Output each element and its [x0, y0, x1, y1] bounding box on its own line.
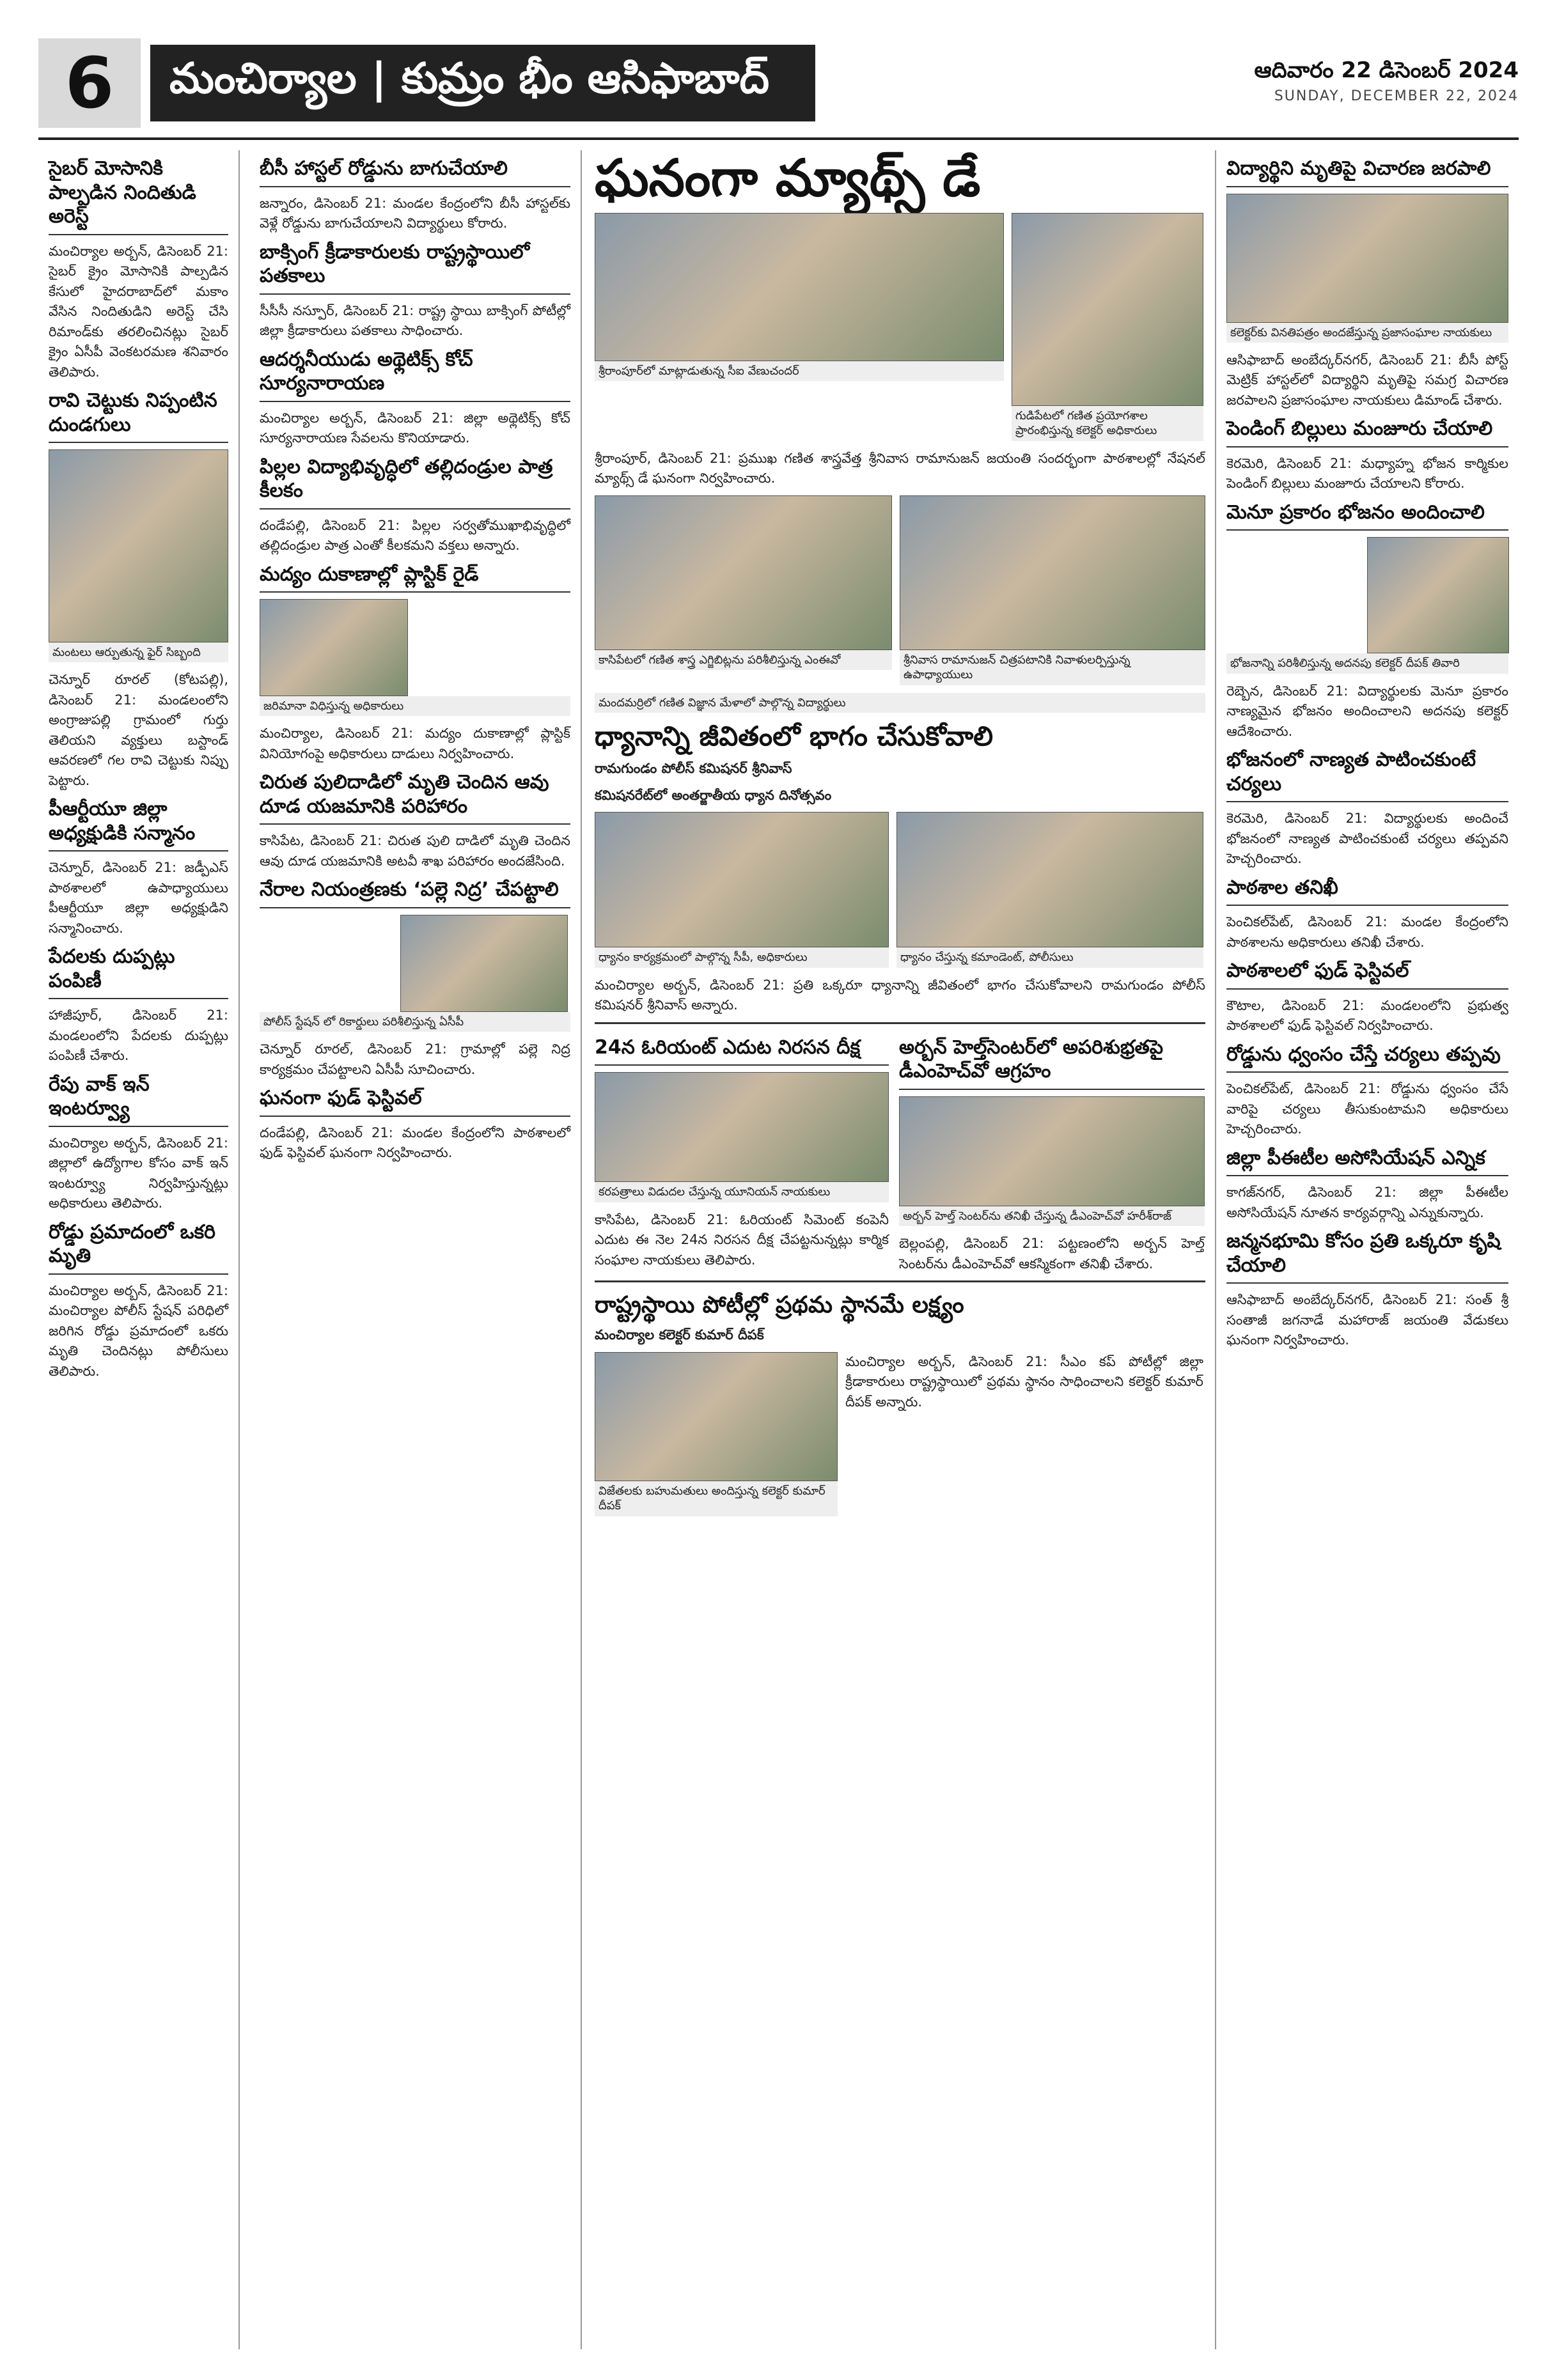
- article-text: శ్రీరాంపూర్, డిసెంబర్ 21: ప్రముఖ గణిత శాస్త్రవేత్త శ్రీనివాస రామానుజన్ జయంతి సందర్భంగా పాఠశాలల్లో నేషనల్ మ్యాథ్స్ డే ఘనంగా నిర్వహించారు.: [595, 450, 1205, 486]
- subheading: కమిషనరేట్‌లో అంతర్జాతీయ ధ్యాన దినోత్సవం: [595, 787, 832, 803]
- photo-caption: పోలీస్ స్టేషన్ లో రికార్డులు పరిశీలిస్తున్న ఏసీపీ: [260, 1012, 570, 1032]
- center-block: [595, 150, 1205, 2349]
- photo-caption: ధ్యానం చేస్తున్న కమాండెంట్, పోలీసులు: [896, 947, 1203, 967]
- headline: చిరుత పులిదాడిలో మృతి చెందిన ఆవు దూడ యజమానికి పరిహారం: [260, 770, 570, 825]
- article-text: రెబ్బెన, డిసెంబర్ 21: విద్యార్థులకు మెనూ ప్రకారం నాణ్యమైన భోజనం అందించాలని అదనపు కలెక్టర్ ఆదేశించారు.: [1226, 683, 1508, 739]
- headline: రేపు వాక్ ఇన్ ఇంటర్వ్యూ: [49, 1073, 228, 1127]
- headline: సైబర్ మోసానికి పాల్పడిన నిందితుడి అరెస్ట్: [49, 157, 228, 235]
- photo-meditation-hall: [595, 812, 889, 947]
- article-text: పెంచికల్‌పేట్, డిసెంబర్ 21: రోడ్డును ధ్వంసం చేసే వారిపై చర్యలు తీసుకుంటామని అధికారులు హెచ్చరించారు.: [1226, 1081, 1508, 1137]
- article-text: మంచిర్యాల అర్బన్, డిసెంబర్ 21: మంచిర్యాల పోలీస్ స్టేషన్ పరిధిలో జరిగిన రోడ్డు ప్రమాదంలో ఒకరు మృతి చెందినట్లు పోలీసులు తెలిపారు.: [49, 1282, 228, 1379]
- article-text: మంచిర్యాల అర్బన్, డిసెంబర్ 21: ప్రతి ఒక్కరూ ధ్యానాన్ని జీవితంలో భాగం చేసుకోవాలని రామగుండం పోలీస్ కమిషనర్ శ్రీనివాస్ అన్నారు.: [595, 977, 1205, 1013]
- headline: బాక్సింగ్ క్రీడాకారులకు రాష్ట్రస్థాయిలో పతకాలు: [260, 240, 570, 295]
- photo-caption: మందమర్రిలో గణిత విజ్ఞాన మేళాలో పాల్గొన్న విద్యార్థులు: [595, 693, 1205, 713]
- subheading: రామగుండం పోలీస్ కమిషనర్ శ్రీనివాస్: [595, 761, 792, 777]
- article-text: కాసిపేట, డిసెంబర్ 21: ఓరియంట్ సిమెంట్ కంపెనీ ఎదుట ఈ నెల 24న నిరసన దీక్ష చేపట్టనున్నట్లు కార్మిక సంఘాల నాయకులు తెలిపారు.: [595, 1211, 889, 1268]
- headline: మెనూ ప్రకారం భోజనం అందించాలి: [1226, 501, 1508, 531]
- headline: జిల్లా పీఈటీల అసోసియేషన్ ఎన్నిక: [1226, 1146, 1508, 1177]
- date-english: SUNDAY, DECEMBER 22, 2024: [1274, 88, 1519, 104]
- headline: పిల్లల విద్యాభివృద్ధిలో తల్లిదండ్రుల పాత్ర కీలకం: [260, 455, 570, 509]
- headline: ఘనంగా ఫుడ్ ఫెస్టివల్: [260, 1086, 570, 1117]
- headline: విద్యార్థిని మృతిపై విచారణ జరపాలి: [1226, 157, 1508, 187]
- headline: భోజనంలో నాణ్యత పాటించకుంటే చర్యలు: [1226, 748, 1508, 802]
- article-text: ఆసిఫాబాద్ అంబేద్కర్‌నగర్, డిసెంబర్ 21: సంత్ శ్రీ సంతాజీ జగనాడే మహారాజ్ జయంతి వేడుకలు ఘనంగా నిర్వహించారు.: [1226, 1292, 1508, 1348]
- photo-caption: ధ్యానం కార్యక్రమంలో పాల్గొన్న సీపీ, అధికారులు: [595, 947, 889, 967]
- headline: పాఠశాల తనిఖీ: [1226, 876, 1508, 906]
- photo-police-station: [400, 915, 568, 1012]
- headline: రోడ్డు ప్రమాదంలో ఒకరి మృతి: [49, 1220, 228, 1275]
- column-2: [249, 150, 582, 2349]
- photo-caption: భోజనాన్ని పరిశీలిస్తున్న అదనపు కలెక్టర్ దీపక్ తివారి: [1226, 653, 1508, 673]
- article-text: కౌటాల, డిసెంబర్ 21: మండలంలోని ప్రభుత్వ పాఠశాలలో ఫుడ్ ఫెస్టివల్ నిర్వహించారు.: [1226, 997, 1508, 1034]
- article-text: పెంచికల్‌పేట్, డిసెంబర్ 21: మండల కేంద్రంలోని పాఠశాలను అధికారులు తనిఖీ చేశారు.: [1226, 914, 1508, 950]
- article-text: చెన్నూర్ రూరల్, డిసెంబర్ 21: గ్రామాల్లో పల్లె నిద్ర కార్యక్రమం చేపట్టాలని ఏసీపీ సూచించారు.: [260, 1041, 570, 1077]
- headline: అర్బన్ హెల్త్‌సెంటర్‌లో అపరిశుభ్రతపై డీఎంహెచ్‌వో ఆగ్రహం: [899, 1036, 1205, 1090]
- photo-caption: కలెక్టర్‌కు వినతిపత్రం అందజేస్తున్న ప్రజాసంఘాల నాయకులు: [1226, 323, 1508, 343]
- headline-sports: రాష్ట్రస్థాయి పోటీల్లో ప్రథమ స్థానమే లక్ష్యం: [595, 1292, 964, 1319]
- headline: పాఠశాలలో ఫుడ్ ఫెస్టివల్: [1226, 959, 1508, 990]
- headline: రోడ్డును ధ్వంసం చేస్తే చర్యలు తప్పవు: [1226, 1043, 1508, 1073]
- headline-meditation: ధ్యానాన్ని జీవితంలో భాగం చేసుకోవాలి: [595, 720, 994, 752]
- photo-caption: అర్బన్ హెల్త్ సెంటర్‌ను తనిఖీ చేస్తున్న డీఎంహెచ్‌వో హరీశ్‌రాజ్: [899, 1206, 1205, 1226]
- article-text: కాగజ్‌నగర్, డిసెంబర్ 21: జిల్లా పీఈటీల అసోసియేషన్ నూతన కార్యవర్గాన్ని ఎన్నుకున్నారు.: [1226, 1185, 1508, 1220]
- headline: పీఆర్టీయూ జిల్లా అధ్యక్షుడికి సన్మానం: [49, 797, 228, 852]
- article-text: సీసీసీ నస్పూర్, డిసెంబర్ 21: రాష్ట్ర స్థాయి బాక్సింగ్ పోటీల్లో జిల్లా క్రీడాకారులు పతకాలు సాధించారు.: [260, 302, 570, 338]
- page-number: 6: [38, 38, 141, 128]
- photo-lab-opening: [1012, 213, 1203, 406]
- header-divider: [38, 137, 1519, 140]
- headline: ఆదర్శనీయుడు అథ్లెటిక్స్ కోచ్ సూర్యనారాయణ: [260, 348, 570, 402]
- main-headline: ఘనంగా మ్యాథ్స్ డే: [595, 150, 981, 208]
- article-text: ఆసిఫాబాద్ అంబేద్కర్‌నగర్, డిసెంబర్ 21: బీసీ పోస్ట్ మెట్రిక్ హాస్టల్‌లో విద్యార్థిని మృతిపై సమగ్ర విచారణ జరపాలని ప్రజాసంఘాల నాయకులు డిమాండ్ చేశారు.: [1226, 352, 1508, 408]
- headline: 24న ఓరియంట్ ఎదుట నిరసన దీక్ష: [595, 1036, 889, 1066]
- photo-caption: కరపత్రాలు విడుదల చేస్తున్న యూనియన్ నాయకులు: [595, 1182, 889, 1202]
- date-telugu: ఆదివారం 22 డిసెంబర్ 2024: [1254, 58, 1519, 83]
- article-text: జన్నారం, డిసెంబర్ 21: మండల కేంద్రంలోని బీసీ హాస్టల్‌కు వెళ్లే రోడ్డును బాగుచేయాలని విద్యార్థులు కోరారు.: [260, 195, 570, 231]
- headline: నేరాల నియంత్రణకు ‘పల్లె నిద్ర’ చేపట్టాలి: [260, 878, 570, 908]
- article-text: చెన్నూర్, డిసెంబర్ 21: జడ్పీఎస్ పాఠశాలలో ఉపాధ్యాయులు పీఆర్టీయూ జిల్లా అధ్యక్షుడిని సన్మానించారు.: [49, 860, 228, 936]
- photo-union: [595, 1072, 889, 1182]
- column-5: [1215, 150, 1519, 2349]
- article-text: దండేపల్లి, డిసెంబర్ 21: మండల కేంద్రంలోని పాఠశాలలో ఫుడ్ ఫెస్టివల్ ఘనంగా నిర్వహించారు.: [260, 1124, 570, 1161]
- photo-maths-day: [595, 213, 1004, 361]
- photo-caption: శ్రీరాంపూర్‌లో మాట్లాడుతున్న సీఐ వేణుచందర్: [595, 361, 1004, 381]
- article-text: మంచిర్యాల అర్బన్, డిసెంబర్ 21: జిల్లా అథ్లెటిక్స్ కోచ్ సూర్యనారాయణ సేవలను కొనియాడారు.: [260, 410, 570, 446]
- photo-meditation-ground: [896, 812, 1203, 947]
- headline: రావి చెట్టుకు నిప్పంటిన దుండగులు: [49, 389, 228, 443]
- photo-caption: కాసిపేటలో గణిత శాస్త్ర ఎగ్జిబిట్లను పరిశీలిస్తున్న ఎంఈవో: [595, 650, 892, 670]
- article-text: కెరమెరి, డిసెంబర్ 21: విద్యార్థులకు అందించే భోజనంలో నాణ్యత పాటించకుంటే చర్యలు తప్పవని హెచ్చరించారు.: [1226, 811, 1508, 867]
- photo-petition: [1226, 194, 1508, 323]
- photo-food-inspection: [1367, 537, 1509, 653]
- article-text: మంచిర్యాల అర్బన్, డిసెంబర్ 21: సీఎం కప్ పోటీల్లో జిల్లా క్రీడాకారులు రాష్ట్రస్థాయిలో ప్రథమ స్థానం సాధించాలని కలెక్టర్ కుమార్ దీపక్ అన్నారు.: [845, 1353, 1203, 1410]
- headline: పేదలకు దుప్పట్లు పంపిణీ: [49, 945, 228, 999]
- column-1: [38, 150, 240, 2349]
- photo-liquor-shop: [260, 599, 408, 696]
- photo-exhibits: [595, 495, 892, 650]
- article-text: మంచిర్యాల, డిసెంబర్ 21: మద్యం దుకాణాల్లో ప్లాస్టిక్ వినియోగంపై అధికారులు దాడులు నిర్వహించారు.: [260, 726, 570, 761]
- article-text: కెరమెరి, డిసెంబర్ 21: మధ్యాహ్న భోజన కార్మికుల పెండింగ్ బిల్లులు మంజూరు చేయాలని కోరారు.: [1226, 455, 1508, 492]
- headline: జన్మనభూమి కోసం ప్రతి ఒక్కరూ కృషి చేయాలి: [1226, 1229, 1508, 1284]
- article-text: హాజీపూర్, డిసెంబర్ 21: మండలంలోని పేదలకు దుప్పట్లు పంపిణీ చేశారు.: [49, 1007, 228, 1064]
- photo-caption: మంటలు ఆర్పుతున్న ఫైర్ సిబ్బంది: [49, 642, 228, 662]
- article-text: బెల్లంపల్లి, డిసెంబర్ 21: పట్టణంలోని అర్బన్ హెల్త్ సెంటర్‌ను డీఎంహెచ్‌వో ఆకస్మికంగా తనిఖీ చేశారు.: [899, 1236, 1205, 1272]
- headline: బీసీ హాస్టల్ రోడ్డును బాగుచేయాలి: [260, 157, 570, 187]
- photo-caption: గుడిపేటలో గణిత ప్రయోగశాల ప్రారంభిస్తున్న కలెక్టర్ అధికారులు: [1012, 406, 1203, 441]
- photo-health-center: [899, 1096, 1205, 1206]
- photo-winners: [595, 1352, 838, 1481]
- headline: పెండింగ్ బిల్లులు మంజూరు చేయాలి: [1226, 417, 1508, 447]
- photo-caption: జరిమానా విధిస్తున్న అధికారులు: [260, 696, 570, 716]
- article-text: కాసిపేట, డిసెంబర్ 21: చిరుత పులి దాడిలో మృతి చెందిన ఆవు దూడ యజమానికి అటవీ శాఖ పరిహారం అందజేసింది.: [260, 833, 570, 869]
- article-text: దండేపల్లి, డిసెంబర్ 21: పిల్లల సర్వతోముఖాభివృద్ధిలో తల్లిదండ్రుల పాత్ర ఎంతో కీలకమని వక్తలు అన్నారు.: [260, 517, 570, 553]
- photo-caption: విజేతలకు బహుమతులు అందిస్తున్న కలెక్టర్ కుమార్ దీపక్: [595, 1481, 838, 1516]
- article-text: మంచిర్యాల అర్బన్, డిసెంబర్ 21: సైబర్ క్రైం మోసానికి పాల్పడిన కేసులో హైదరాబాద్‌లో మకాం వేసిన నిందితుడిని అరెస్ట్ చేసి రిమాండ్‌కు తరలించినట్లు సైబర్ క్రైం ఏసీపీ వెంకటరమణ శనివారం తెలిపారు.: [49, 243, 228, 380]
- photo-fire: [49, 449, 228, 642]
- masthead: [38, 38, 1519, 128]
- photo-caption: శ్రీనివాస రామానుజన్ చిత్రపటానికి నివాళులర్పిస్తున్న ఉపాధ్యాయులు: [900, 650, 1205, 685]
- subheading: మంచిర్యాల కలెక్టర్ కుమార్ దీపక్: [595, 1327, 764, 1343]
- photo-tribute: [900, 495, 1205, 650]
- article-text: మంచిర్యాల అర్బన్, డిసెంబర్ 21: జిల్లాలో ఉద్యోగాల కోసం వాక్ ఇన్ ఇంటర్వ్యూ నిర్వహిస్తున్నట్లు అధికారులు తెలిపారు.: [49, 1135, 228, 1211]
- section-title: మంచిర్యాల | కుమ్రం భీం ఆసిఫాబాద్: [150, 45, 815, 121]
- article-text: చెన్నూర్ రూరల్ (కోటపల్లి), డిసెంబర్ 21: మండలంలోని అంగ్రాజుపల్లి గ్రామంలో గుర్తు తెలియని వ్యక్తులు బస్టాండ్ ఆవరణలో గల రావి చెట్టుకు నిప్పు పెట్టారు.: [49, 672, 228, 788]
- headline: మద్యం దుకాణాల్లో ప్లాస్టిక్ రైడ్: [260, 563, 570, 593]
